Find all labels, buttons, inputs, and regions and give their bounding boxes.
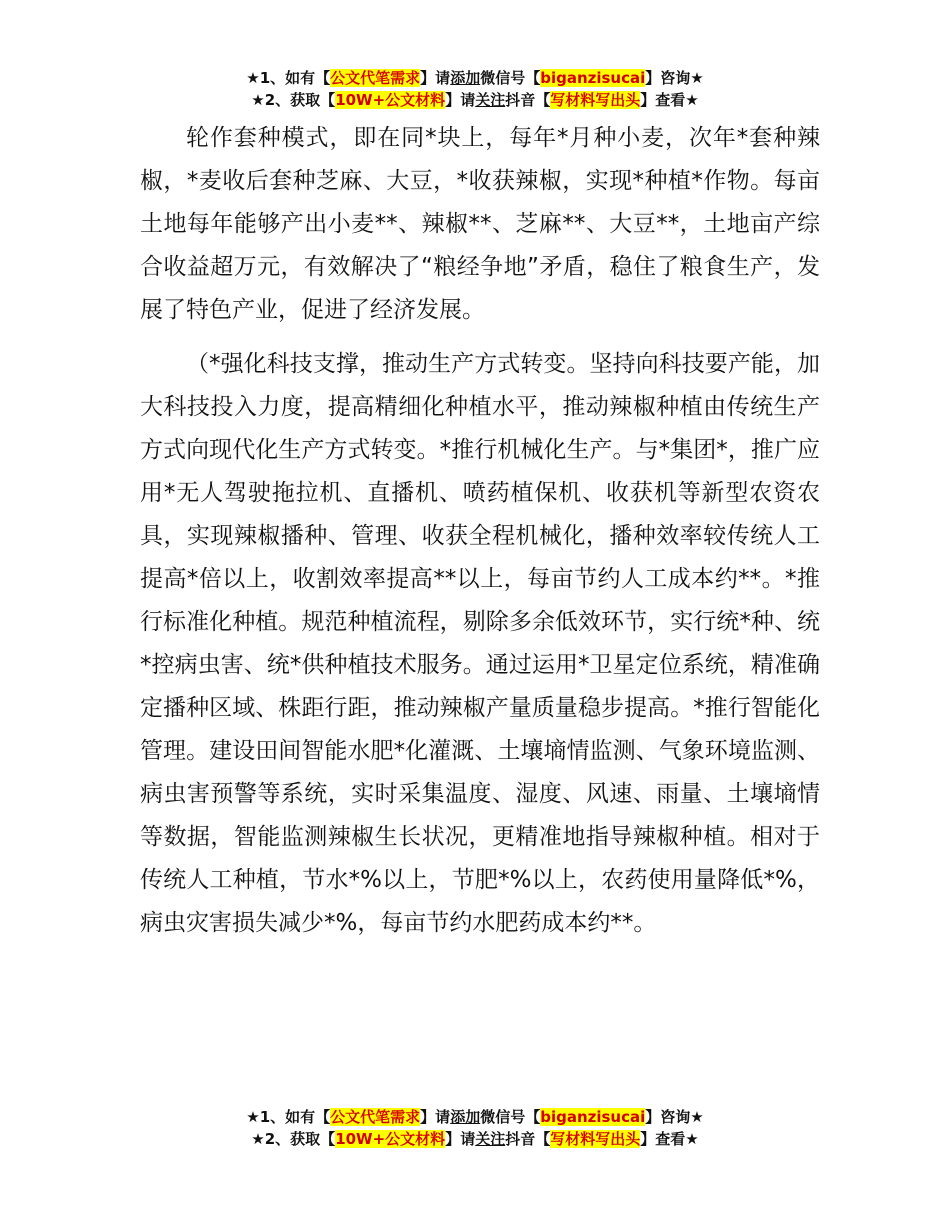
paragraph-crop-rotation: 轮作套种模式，即在同*块上，每年*月种小麦，次年*套种辣椒，*麦收后套种芝麻、大豆，*收获辣椒，实现*种植*作物。每亩土地每年能够产出小麦**、辣椒**、芝麻**、大豆**，土地亩产综合收益超万元，有效解决了“粮经争地”矛盾，稳住了粮食生产，发展了特色产业，促进了经济发展。 [140, 125, 820, 323]
paragraph-technology-support: （*强化科技支撑，推动生产方式转变。坚持向科技要产能，加大科技投入力度，提高精细化种植水平，推动辣椒种植由传统生产方式向现代化生产方式转变。*推行机械化生产。与*集团*，推广应用*无人驾驶拖拉机、直播机、喷药植保机、收获机等新型农资农具，实现辣椒播种、管理、收获全程机械化，播种效率较传统人工提高*倍以上，收割效率提高**以上，每亩节约人工成本约**。*推行标准化种植。规范种植流程，剔除多余低效环节，实行统*种、统*控病虫害、统*供种植技术服务。通过运用*卫星定位系统，精准确定播种区域、株距行距，推动辣椒产量质量稳步提高。*推行智能化管理。建设田间智能水肥*化灌溉、土壤墒情监测、气象环境监测、病虫害预警等系统，实时采集温度、湿度、风速、雨量、土壤墒情等数据，智能监测辣椒生长状况，更精准地指导辣椒种植。相对于传统人工种植，节水*%以上，节肥*%以上，农药使用量降低*%，病虫灾害损失减少*%，每亩节约水肥药成本约**。 [140, 351, 820, 936]
footer-line-1 [0, 1106, 950, 1128]
footer-line-2 [0, 1128, 950, 1150]
footer-line-2-highlight-douyin: 写材料写出头 [550, 1130, 641, 1148]
footer-line-1-prefix: ★1、如有【 [246, 1108, 331, 1126]
header-line-2-suffix: 】查看★ [640, 91, 699, 109]
header-line-1-highlight-service: 公文代笔需求 [330, 69, 421, 87]
header-line-2-highlight-materials: 10W+公文材料 [335, 91, 446, 109]
footer-line-2-mid2: 抖音【 [505, 1130, 551, 1148]
header-line-2-emph: 关注 [475, 91, 506, 109]
footer-line-2-mid: 】请 [445, 1130, 476, 1148]
footer-line-1-suffix: 】咨询★ [645, 1108, 704, 1126]
header-line-2 [0, 89, 950, 111]
footer-line-1-highlight-service: 公文代笔需求 [330, 1108, 421, 1126]
document-body [140, 117, 820, 945]
header-line-2-mid: 】请 [445, 91, 476, 109]
footer-line-1-mid2: 微信号【 [480, 1108, 541, 1126]
footer-banner [0, 1106, 950, 1150]
header-line-1 [0, 67, 950, 89]
footer-line-2-prefix: ★2、获取【 [251, 1130, 336, 1148]
header-banner [0, 67, 950, 111]
header-line-1-suffix: 】咨询★ [645, 69, 704, 87]
header-line-1-prefix: ★1、如有【 [246, 69, 331, 87]
footer-line-2-suffix: 】查看★ [640, 1130, 699, 1148]
header-line-1-mid: 】请 [420, 69, 451, 87]
header-line-1-mid2: 微信号【 [480, 69, 541, 87]
header-line-2-mid2: 抖音【 [505, 91, 551, 109]
footer-line-1-mid: 】请 [420, 1108, 451, 1126]
header-line-1-emph: 添加 [450, 69, 481, 87]
footer-line-1-emph: 添加 [450, 1108, 481, 1126]
footer-line-1-highlight-wechat-id: biganzisucai [540, 1108, 646, 1126]
footer-line-2-highlight-materials: 10W+公文材料 [335, 1130, 446, 1148]
header-line-1-highlight-wechat-id: biganzisucai [540, 69, 646, 87]
footer-line-2-emph: 关注 [475, 1130, 506, 1148]
header-line-2-prefix: ★2、获取【 [251, 91, 336, 109]
header-line-2-highlight-douyin: 写材料写出头 [550, 91, 641, 109]
